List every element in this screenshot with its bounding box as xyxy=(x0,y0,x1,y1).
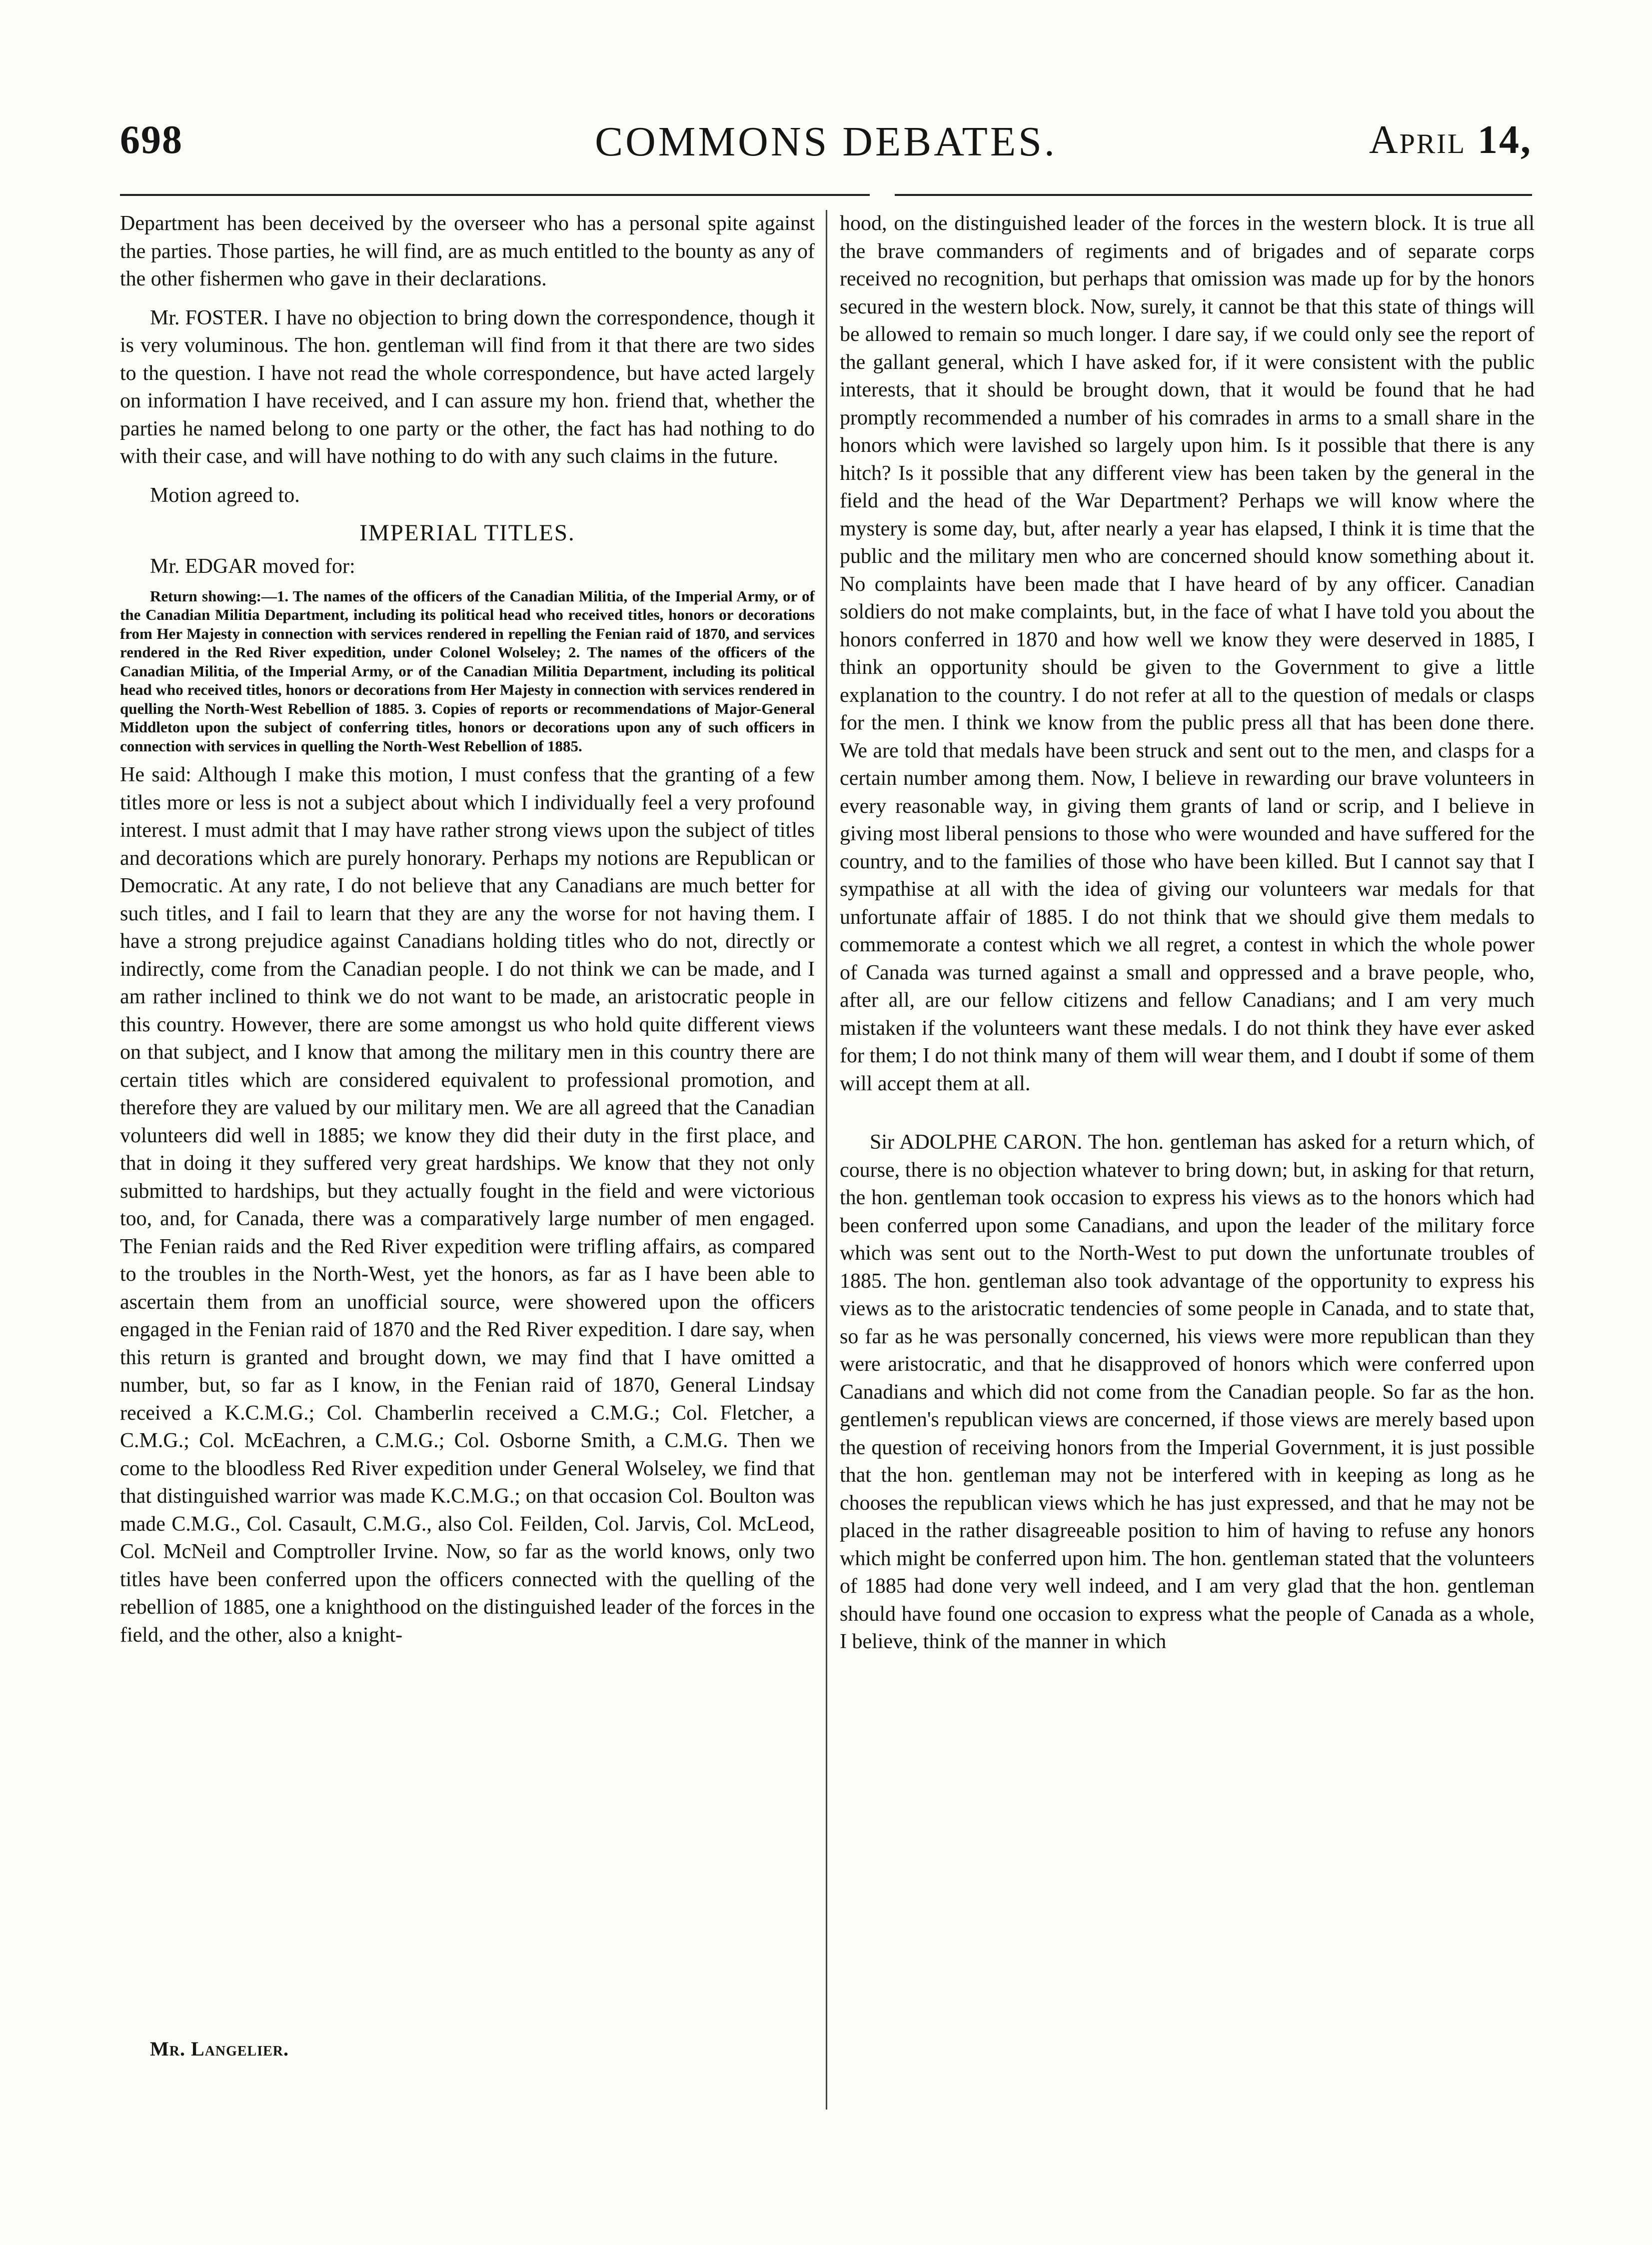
motion-result: Motion agreed to. xyxy=(150,483,300,507)
left-column xyxy=(120,210,815,1649)
paragraph-continued: hood, on the distinguished leader of the forces in the western block. It is true all the brave commanders of regiments and of brigades and of separate corps received no recognition, but perhaps that omission was made up for by the honors secured in the western block. Now, surely, it cannot be that this state of things will be allowed to remain so much longer. I dare say, if we could only see the report of the gallant general, which I have asked for, if it were consistent with the public interests, that it should be brought down, that it would be found that he had promptly recommended a number of his comrades in arms to a small share in the honors which were lavished so largely upon him. Is it possible that there is any hitch? Is it possible that any different view has been taken by the general in the field and the head of the War Department? Perhaps we will know where the mystery is some day, but, after nearly a year has elapsed, I think it is time that the public and the military men who are concerned should know something about it. No complaints have been made that I have heard of by any officer. Canadian soldiers do not make complaints, but, in the face of what I have told you about the honors conferred in 1870 and how well we know they were deserved in 1885, I think an opportunity should be given to the Government to give a little explanation to the country. I do not refer at all to the question of medals or clasps for the men. I think we know from the public press all that has been done there. We are told that medals have been struck and sent out to the men, and clasps for a certain number among them. Now, I believe in rewarding our brave volunteers in every reasonable way, in giving them grants of land or scrip, and I believe in giving most liberal pensions to those who were wounded and have suffered for the country, and to the families of those who have been killed. But I cannot say that I sympathise at all with the idea of giving our volunteers war medals for that unfortunate affair of 1885. I do not think that we should give them medals to commemorate a contest which we all regret, a contest in which the whole power of Canada was turned against a small and oppressed and a brave people, who, after all, are our fellow citizens and fellow Canadians; and I am very much mistaken if the volunteers want these medals. I do not think they have ever asked for them; I do not think many of them will wear them, and I doubt if some of them will accept them at all. xyxy=(840,212,1535,1095)
page-header xyxy=(120,117,1532,187)
header-date-day: 14, xyxy=(1478,118,1532,162)
paragraph: Department has been deceived by the overseer who has a personal spite against the parties. Those parties, he will find, are as much entitled to the bounty as any of the other fishermen who gave in their declarations. xyxy=(120,212,815,290)
header-date-month: April xyxy=(1369,118,1466,162)
right-column xyxy=(840,210,1535,1656)
running-title: COMMONS DEBATES. xyxy=(595,118,1057,165)
speech-caron: Sir ADOLPHE CARON. The hon. gentleman has asked for a return which, of course, there is no objection whatever to bring down; but, in asking for that return, the hon. gentleman took occasion to express his views as to the honors which had been conferred upon some Canadians, and upon the leader of the military force which was sent out to the North-West to put down the unfortunate troubles of 1885. The hon. gentleman also took advantage of the opportunity to express his views as to the aristocratic tendencies of some people in Canada, and to state that, so far as he was personally concerned, his views were more republican than they were aristocratic, and that he disapproved of honors which were conferred upon Canadians and which did not come from the Canadian people. So far as the hon. gentlemen's republican views are concerned, if those views are merely based upon the question of receiving honors from the Imperial Government, it is just possible that the hon. gentleman may not be interfered with in keeping as long as he chooses the republican views which he has just expressed, and that he may not be placed in the rather disagreeable position to him of having to refuse any honors which might be conferred upon him. The hon. gentleman stated that the volunteers of 1885 had done very well indeed, and I am very glad that the hon. gentleman should have found one occasion to express what the people of Canada as a whole, I believe, think of the manner in which xyxy=(840,1131,1535,1653)
header-date xyxy=(1369,117,1532,163)
footer-speaker-note: Mr. Langelier. xyxy=(150,2038,289,2060)
page-number: 698 xyxy=(120,118,183,162)
motion-mover: Mr. EDGAR moved for: xyxy=(150,555,355,578)
return-text: Return showing:—1. The names of the officers of the Canadian Militia, of the Imperial Army, or of the Canadian Militia Department, including its political head who received titles, honors or decorations from Her Majesty in connection with services rendered in repelling the Fenian raid of 1870, and services rendered in the Red River expedition, under Colonel Wolseley; 2. The names of the officers of the Canadian Militia, of the Imperial Army, or of the Canadian Militia Department, including its political head who received titles, honors or decorations from Her Majesty in connection with services rendered in quelling the North-West Rebellion of 1885. 3. Copies of reports or recommendations of Major-General Middleton upon the subject of conferring titles, honors or decorations upon any of such officers in connection with services in quelling the North-West Rebellion of 1885. xyxy=(120,587,815,755)
speech-foster: Mr. FOSTER. I have no objection to bring down the correspondence, though it is very voluminous. The hon. gentleman will find from it that there are two sides to the question. I have not read the whole correspondence, but have acted largely on information I have received, and I can assure my hon. friend that, whether the parties he named belong to one party or the other, the fact has had nothing to do with their case, and will have nothing to do with any such claims in the future. xyxy=(120,306,815,468)
header-rule-left xyxy=(120,194,870,196)
column-divider xyxy=(826,210,827,2110)
header-rule-right xyxy=(895,194,1532,196)
speech-edgar: He said: Although I make this motion, I must confess that the granting of a few titles more or less is not a subject about which I individually feel a very profound interest. I must admit that I may have rather strong views upon the subject of titles and decorations which are purely honorary. Perhaps my notions are Republican or Democratic. At any rate, I do not believe that any Canadians are much better for such titles, and I fail to learn that they are any the worse for not having them. I have a strong prejudice against Canadians holding titles who do not, directly or indirectly, come from the Canadian people. I do not think we can be made, and I am rather inclined to think we do not want to be made, an aristocratic people in this country. However, there are some amongst us who hold quite different views on that subject, and I know that among the military men in this country there are certain titles which are considered equivalent to professional promotion, and therefore they are valued by our military men. We are all agreed that the Canadian volunteers did well in 1885; we know they did their duty in the first place, and that in doing it they suffered very great hardships. We know that they not only submitted to hardships, but they actually fought in the field and were victorious too, and, for Canada, there was a comparatively large number of men engaged. The Fenian raids and the Red River expedition were trifling affairs, as compared to the troubles in the North-West, yet the honors, as far as I have been able to ascertain them from an unofficial source, were showered upon the officers engaged in the Fenian raid of 1870 and the Red River expedition. I dare say, when this return is granted and brought down, we may find that I have omitted a number, but, so far as I know, in the Fenian raid of 1870, General Lindsay received a K.C.M.G.; Col. Chamberlin received a C.M.G.; Col. Fletcher, a C.M.G.; Col. McEachren, a C.M.G.; Col. Osborne Smith, a C.M.G. Then we come to the bloodless Red River expedition under General Wolseley, we find that that distinguished warrior was made K.C.M.G.; on that occasion Col. Boulton was made C.M.G., Col. Casault, C.M.G., also Col. Feilden, Col. Jarvis, Col. McLeod, Col. McNeil and Comptroller Irvine. Now, so far as the world knows, only two titles have been conferred upon the officers connected with the quelling of the rebellion of 1885, one a knighthood on the distinguished leader of the forces in the field, and the other, also a knight- xyxy=(120,763,815,1647)
section-heading: IMPERIAL TITLES. xyxy=(359,520,575,546)
